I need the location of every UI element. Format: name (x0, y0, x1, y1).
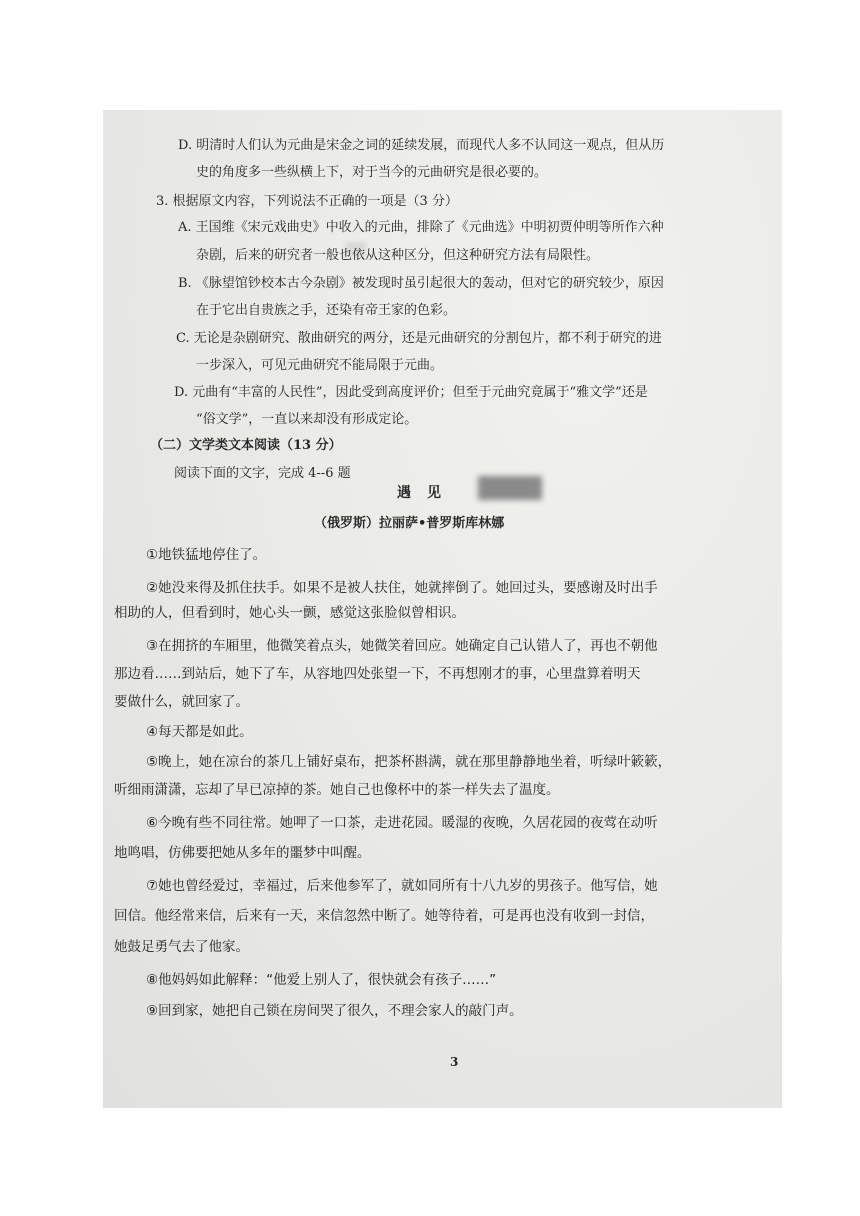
paragraph-7-line1: ⑦她也曾经爱过，幸福过，后来他参军了，就如同所有十八九岁的男孩子。他写信，她 (146, 878, 658, 894)
redacted-watermark (478, 476, 542, 500)
q2-option-d-line1: D. 明清时人们认为元曲是宋金之词的延续发展，而现代人多不认同这一观点，但从历 (178, 138, 665, 153)
paragraph-7-line2: 回信。他经常来信，后来有一天，来信忽然中断了。她等待着，可是再也没有收到一封信， (114, 908, 654, 924)
paragraph-4: ④每天都是如此。 (146, 724, 253, 740)
page-number: 3 (450, 1055, 459, 1069)
paragraph-3-line1: ③在拥挤的车厢里，他微笑着点头，她微笑着回应。她确定自己认错人了，再也不朝他 (146, 638, 658, 654)
q3-option-b-line2: 在于它出自贵族之手，还染有帝王家的色彩。 (196, 303, 457, 318)
paragraph-2-line2: 相助的人，但看到时，她心头一颤，感觉这张脸似曾相识。 (114, 605, 465, 621)
paragraph-6-line1: ⑥今晚有些不同往常。她呷了一口茶，走进花园。暖湿的夜晚，久居花园的夜莺在动听 (146, 815, 658, 831)
q3-option-d-line2: “俗文学”，一直以来却没有形成定论。 (196, 412, 418, 427)
paragraph-7-line3: 她鼓足勇气去了他家。 (114, 939, 249, 955)
section-heading: （二）文学类文本阅读（13 分） (150, 438, 342, 453)
paragraph-3-line2: 那边看……到站后，她下了车，从容地四处张望一下，不再想刚才的事，心里盘算着明天 (114, 666, 641, 682)
q3-option-c-line1: C. 无论是杂剧研究、散曲研究的两分，还是元曲研究的分割包片，都不利于研究的进 (176, 331, 662, 346)
paragraph-6-line2: 地鸣唱，仿佛要把她从多年的噩梦中叫醒。 (114, 845, 371, 861)
q2-option-d-line2: 史的角度多一些纵横上下，对于当今的元曲研究是很必要的。 (196, 165, 548, 180)
q3-option-c-line2: 一步深入，可见元曲研究不能局限于元曲。 (196, 358, 444, 373)
paragraph-3-line3: 要做什么，就回家了。 (114, 694, 249, 710)
paragraph-2-line1: ②她没来得及抓住扶手。如果不是被人扶住，她就摔倒了。她回过头，要感谢及时出手 (146, 580, 658, 596)
q3-option-b-line1: B. 《脉望馆钞校本古今杂剧》被发现时虽引起很大的轰动，但对它的研究较少，原因 (178, 276, 664, 291)
story-title: 遇 见 (397, 485, 442, 501)
story-author: （俄罗斯）拉丽萨•普罗斯库林娜 (314, 516, 505, 531)
paragraph-5-line2: 听细雨潇潇，忘却了早已凉掉的茶。她自己也像杯中的茶一样失去了温度。 (114, 782, 560, 798)
question-3-stem: 3. 根据原文内容，下列说法不正确的一项是（3 分） (156, 194, 458, 209)
q3-option-a-line2: 杂剧，后来的研究者一般也依从这种区分，但这种研究方法有局限性。 (196, 248, 600, 263)
q3-option-d-line1: D. 元曲有“丰富的人民性”，因此受到高度评价；但至于元曲究竟属于“雅文学”还是 (174, 385, 648, 400)
paragraph-9: ⑨回到家，她把自己锁在房间哭了很久，不理会家人的敲门声。 (146, 1003, 523, 1019)
q3-option-a-line1: A. 王国维《宋元戏曲史》中收入的元曲，排除了《元曲选》中明初贾仲明等所作六种 (178, 220, 664, 235)
paragraph-8: ⑧他妈妈如此解释：“他爱上别人了，很快就会有孩子……” (146, 972, 497, 988)
reading-instruction: 阅读下面的文字，完成 4--6 题 (174, 466, 351, 481)
paragraph-5-line1: ⑤晚上，她在凉台的茶几上铺好桌布，把茶杯斟满，就在那里静静地坐着，听绿叶簌簌， (146, 754, 672, 770)
paragraph-1: ①地铁猛地停住了。 (146, 547, 267, 563)
